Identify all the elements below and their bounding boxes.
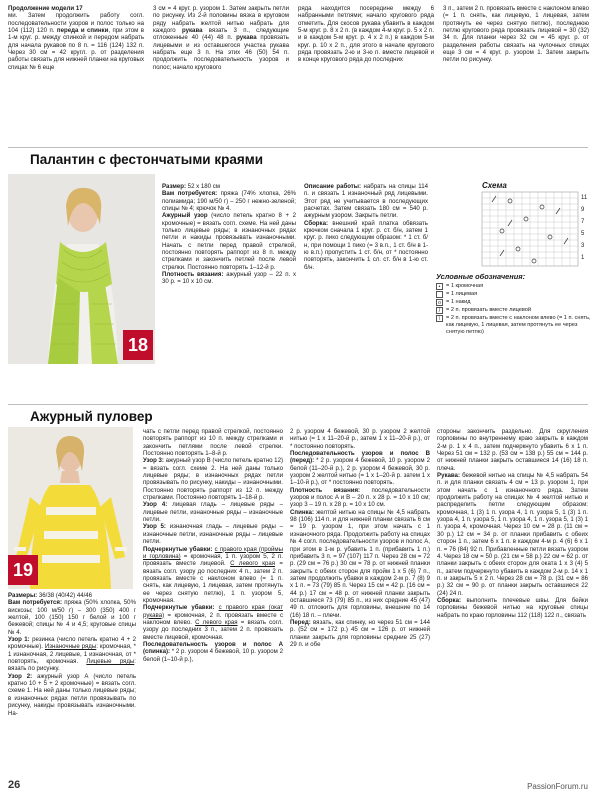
row-number-1: 1	[581, 255, 585, 261]
continuation-col-2: 3 см = 4 круг. р. узором 1. Затем закрыть петли по рисунку. Из 2-й половины вязка в круговом ряду набрать желтой нитью набрать для каждого рукава вязать 3 п., следующие отложенные 40 (44) 48 п. рукава провязать лицевыми и из оставшегося участка рукава набрать еще 3 п. На этих 46 (50) 54 п. продолжить последовательность узоров и полос; начало кругового	[153, 5, 289, 71]
legend-item: • = 1 кромочная	[436, 283, 591, 290]
page-number: 26	[8, 779, 21, 791]
row-number-9: 9	[581, 207, 585, 213]
pullover-col-3: 2 р. узором 4 бежевой, 30 р. узором 2 желтой нитью (= 1 х 11–20-й р., затем 1 х 11–20-й р.), от * постоянно повторять. Последовательность узоров и полос В (перед): * 2 р. узором 4 бежевой, 10 р. узором 2 белой (11–20-й р.), 2 р. узором 4 бежевой, 30 р. узором 2 желтой нитью (= 1 х 1–20-й р. затем 1 х 1–10-й р.), от * постоянно повторять. Плотность вязания: последовательности узоров и полос А и В – 20 п. х 28 р. = 10 х 10 см; узор 3 – 19 п. х 28 р. = 10 х 10 см. Спинка: желтой нитью на спицы № 4,5 набрать 98 (106) 114 п. и для нижней планки связать 6 см = 19 р. узором 1, при этом начать с 1 изнаночного ряда. Продолжить работу на спицах № 4 согл. последовательности узоров и полос А, при этом в 1-м р. убавить 1 п. (прибавить 1 п.) прибавить 3 п. = 97 (107) 117 п. Через 28 см = 72 р. (29 см = 76 р.) 30 см = 78 р. от нижней планки закрыть с обеих сторон для пройм 1 х 5 (6) 7 п., затем продолжить убавки в каждом 2-м р. 7 (8) 9 х 1 п. = 73 (79) 85 п. Через 15 см = 42 р. (16 см = 44 р.) 17 см = 48 р. от нижней планки закрыть оставшиеся 73 (79) 85 п., из них средние 45 (47) 49 п. отложить для горловины, внешние по 14 (16) 18 п. – плечи. Перед: вязать, как спинку, но через 51 см = 144 р. (52 см = 172 р.) 45 см = 126 р. от нижней планки закрыть для горловины средние 25 (27) 29 п. и обе	[290, 428, 430, 648]
legend-item: o = 1 накид	[436, 299, 591, 306]
pullover-col-4: стороны закончить раздельно. Для скругления горловины по внутреннему краю закрыть в каждом 2-м р. 1 х 4 п., затем подчеркнуто убавить 6 х 1 п. Через 51 см = 132 р. (53 см = 138 р.) 55 см = 144 р. от нижней планки закрыть оставшиеся 14 (16) 18 п. плеча. Рукава: бежевой нитью на спицы № 4,5 набрать 54 п. и для планки связать 4 см = 13 р. узором 1, при этом начать с 1 изнаночного ряда. Затем продолжить работу на спицах № 4 желтой нитью и распределить петли следующим образом: кромочная, 1 (3) 1 п. узора 4, 1 п. узора 5, 1 (3) 1 п. узора 4, 1 п. узора 5, 1 п. узора 4, 1 п. узора 5, 1 (3) 1 п. узора 4, кромочная. Через 10 см = 28 р. (11 см = 30 р.) 12 см = 34 р. от планки прибавить с обеих сторон 1 п., затем 6 х 1 п. в каждом 4-м р. 4 (6) 6 х 1 п. = 76 (84) 92 п. Прибавленные петли вязать узором 4. Через 18 см = 50 р. (21 см = 58 р.) 22 см = 62 р. от планки закрыть с обеих сторон для оката 1 х 3 (4) 5 п., затем подчеркнуто убавить в каждом 2-м р. 14 х 1 п. и закрыть 5 х 2 п. Через 28 см = 78 р. (31 см = 86 р.) 32 см = 90 р. от планки закрыть оставшиеся 22 (24) 24 п. Сборка: выполнить плечевые швы. Для бейки горловины бежевой нитью на круговые спицы набрать по краю горловины 112 (118) 122 п., связать	[437, 428, 588, 619]
knit-icon	[436, 291, 443, 298]
model-number-badge: 18	[123, 330, 153, 360]
yarn-over-icon: o	[436, 299, 443, 306]
legend-item: = 1 лицевая	[436, 291, 591, 298]
pullover-col-2: чать с петли перед правой стрелкой, постоянно повторять раппорт из 10 п. между стрелками и закончить петлями после левой стрелки. Постоянно повторять 1–8-й р. Узор 3: ажурный узор В (число петель кратно 12) = вязать согл. схеме 2. На ней даны только лицевые ряды; в изнаночных рядах петли провязывать по рисунку, накиды – изнаночными. Постоянно повторять раппорт из 12 п. между стрелками. Постоянно повторять 1–18-й р. Узор 4: лицевая гладь – лицевые ряды – лицевые петли, изнаночные ряды – изнаночные петли. Узор 5: изнаночная гладь – лицевые ряды – изнаночные петли, изнаночные ряды – лицевые петли. Подчеркнутые убавки: с правого края (проймы и горловина) = кромочная, 1 п. узором 5, 2 п. провязать вместе лицевой. С левого края = вязать согл. узору до последних 4 п., затем 2 п. провязать вместе с наклоном влево (= 1 п. снять, как лицевую, 1 лицевая, затем протянуть ее через снятую петлю), 1 п. узором 5, кромочная. Подчеркнутые убавки: с правого края (окат рукава) = кромочная, 2 п. провязать вместе с наклоном влево. С левого края = вязать согл. узору до последних 3 п., затем 2 п. провязать вместе лицевой, кромочная. Последовательность узоров и полос А (спинка): * 2 р. узором 4 бежевой, 10 р. узором 2 белой (1–10-й р.),	[143, 428, 283, 663]
row-number-7: 7	[581, 219, 585, 225]
section-title-18: Палантин с фестончатыми краями	[30, 152, 264, 167]
scheme-title: Схема	[482, 181, 507, 190]
knitting-chart	[480, 190, 592, 270]
section-divider	[8, 404, 588, 405]
legend-item: \ = 2 п. провязать вместе с наклоном влево (= 1 п. снять, как лицевую, 1 лицевая, затем протянуть ее через снятую петлю)	[436, 315, 591, 336]
row-number-5: 5	[581, 231, 585, 237]
site-watermark: PassionForum.ru	[527, 782, 588, 791]
row-number-3: 3	[581, 243, 585, 249]
section-divider	[8, 147, 588, 148]
k2tog-icon: /	[436, 307, 443, 314]
text: Продолжение модели 17 ми. Затем продолжить работу согл. последовательности узоров и полос только на 104 (112) 120 п. переда и спинки, при этом в 1-м круг. р. между спинкой и передом набрать для начала рукавов по 8 п. = 116 (124) 132 п. Через 30 см = 42 кругл. р. от разделения работы связать для нижней планки на круговых спицах № 6 еще	[8, 5, 144, 71]
continuation-col-4: 3 п., затем 2 п. провязать вместе с наклоном влево (= 1 п. снять, как лицевую, 1 лицевая, затем протянуть ее через снятую петлю), последнюю петлю кругового ряда провязать лицевой = 30 (32) 34 п. Для планки через 32 см = 45 круг. р. от разделения работы связать на чулочных спицах еще 3 см = 4 круг. р. узором 1. Затем закрыть петли по рисунку.	[443, 5, 589, 64]
selvage-icon: •	[436, 283, 443, 290]
model-number-badge: 19	[8, 555, 38, 585]
section-title-19: Ажурный пуловер	[30, 409, 153, 424]
legend-item: / = 2 п. провязать вместе лицевой	[436, 307, 591, 314]
scarf-col-2: Описание работы: набрать на спицы 114 п. и связать 1 изнаночный ряд лицевыми. Этот ряд не учитывается в последующих расчетах. Затем связать 180 см = 540 р. ажурным узором. Закрыть петли. Сборка: внешний край платка обвязать крючком сначала 1 круг. р. ст. б/н, затем 1 круг. р. пико следующим образом: * 1 ст. б/н, при помощи 1 пико (= 3 в.п., 1 ст. б/н в 1-ю в.п.) пропустить 1 ст. б/н, от * постоянно повторять, закончить 1 сл. ст. б/н в 1-ю ст. б/н.	[304, 183, 428, 271]
pullover-col-1: Размеры: 36/38 (40/42) 44/46 Вам потребуется: пряжа (50% хлопка, 50% вискозы; 100 м/50 г) – 300 (350) 400 г желтой, 100 (150) 150 г белой и 100 г бежевой; спицы № 4 и 4,5; круговые спицы № 4. Узор 1: резинка (число петель кратно 4 + 2 кромочные). Изнаночные ряды: кромочная, * 1 изнаночная, 2 лицевые, 1 изнаночная, от * повторять, кромочная. Лицевые ряды: вязать по рисунку. Узор 2: ажурный узор А (число петель кратно 10 + 5 + 2 кромочные) = вязать согл. схеме 1. На ней даны только лицевые ряды; в изнаночных рядах петли провязывать по рисунку, накиды провязывать изнаночными. На-	[8, 592, 136, 717]
continuation-col-1	[8, 5, 144, 115]
continuation-col-3: ряда находится посередине между 6 набранными петлями; начало кругового ряда отметить. Для скосов рукава убавить в каждом 5-м круг. р. 8 х 2 п. (в каждом 4-м круг. р. 5 х 2 п. и в каждом 5-м круг. р. 4 х 2 п.) в каждом 5-м круг. р. 10 х 2 п., для этого в начале кругового ряда провязать 2-ю и 3-ю п. вместе лицевой и в конце кругового ряда до последних	[298, 5, 434, 64]
row-number-11: 11	[581, 195, 588, 201]
legend-title: Условные обозначения:	[436, 272, 526, 281]
legend	[436, 283, 591, 337]
ssk-icon: \	[436, 315, 443, 322]
scarf-col-1: Размер: 52 х 180 см Вам потребуется: пряжа (74% хлопка, 26% полиамида; 190 м/50 г) – 250 г нежно-зеленой; спицы № 4; крючок № 4. Ажурный узор (число петель кратно 8 + 2 кромочные) = вязать согл. схеме. На ней даны только лицевые ряды; в изнаночных рядах петли и накиды провязывать изнаночными. Начать с петли перед правой стрелкой, постоянно повторять раппорт из 8 п. между стрелками и закончить петлей после левой стрелки. Постоянно повторять 1–12-й р. Плотность вязания: ажурный узор – 22 п. х 30 р. = 10 х 10 см.	[162, 183, 296, 286]
